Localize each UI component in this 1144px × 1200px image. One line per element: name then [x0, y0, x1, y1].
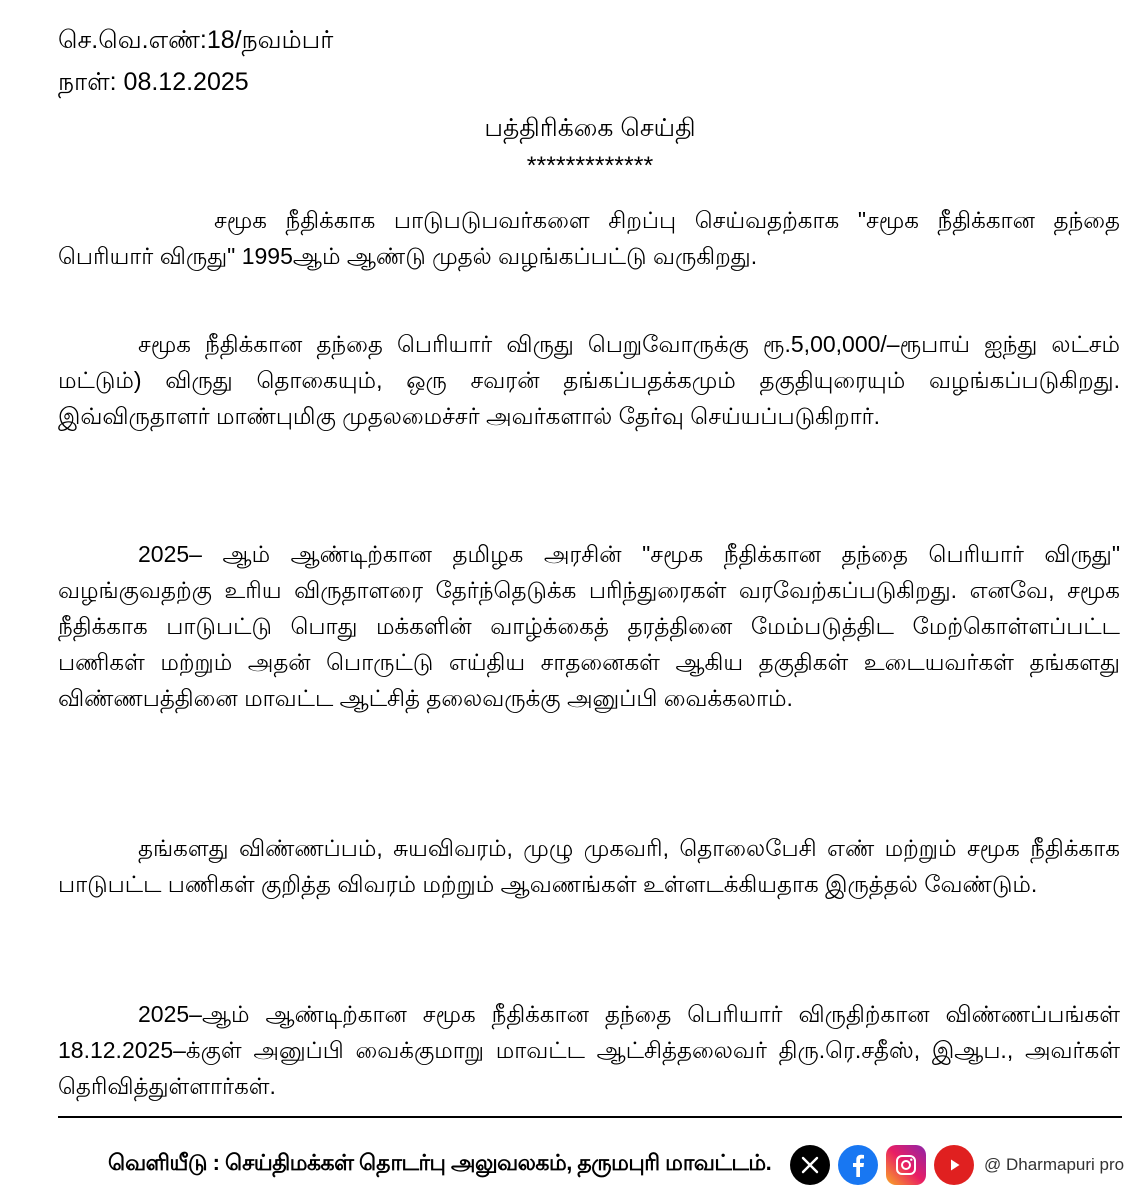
paragraph-5: 2025–ஆம் ஆண்டிற்கான சமூக நீதிக்கான தந்தை பெரியார் விருதிற்கான விண்ணப்பங்கள் 18.12.2025–க்குள் அனுப்பி வைக்குமாறு மாவட்ட ஆட்சித்தலைவர் திரு.ரெ.சதீஸ், இஆப., அவர்கள் தெரிவித்துள்ளார்கள். — [58, 1001, 1120, 1099]
social-bar — [790, 1145, 1124, 1185]
instagram-icon[interactable] — [886, 1145, 926, 1185]
youtube-icon[interactable] — [934, 1145, 974, 1185]
date: நாள்: 08.12.2025 — [58, 68, 249, 96]
paragraph-4: தங்களது விண்ணப்பம், சுயவிவரம், முழு முகவரி, தொலைபேசி எண் மற்றும் சமூக நீதிக்காக பாடுபட்ட பணிகள் குறித்த விவரம் மற்றும் ஆவணங்கள் உள்ளடக்கியதாக இருத்தல் வேண்டும். — [58, 835, 1120, 897]
footer-divider — [58, 1116, 1122, 1118]
reference-number: செ.வெ.எண்:18/நவம்பர் — [58, 26, 334, 54]
paragraph-2: சமூக நீதிக்கான தந்தை பெரியார் விருது பெறுவோருக்கு ரூ.5,00,000/–ரூபாய் ஐந்து லட்சம் மட்டும்) விருது தொகையும், ஒரு சவரன் தங்கப்பதக்கமும் தகுதியுரையும் வழங்கப்படுகிறது. இவ்விருதாளர் மாண்புமிகு முதலமைச்சர் அவர்களால் தேர்வு செய்யப்படுகிறார். — [58, 331, 1120, 429]
paragraph-3: 2025– ஆம் ஆண்டிற்கான தமிழக அரசின் "சமூக நீதிக்கான தந்தை பெரியார் விருது" வழங்குவதற்கு உரிய விருதாளரை தேர்ந்தெடுக்க பரிந்துரைகள் வரவேற்கப்படுகிறது. எனவே, சமூக நீதிக்காக பாடுபட்டு பொது மக்களின் வாழ்க்கைத் தரத்தினை மேம்படுத்திட மேற்கொள்ளப்பட்ட பணிகள் மற்றும் அதன் பொருட்டு எய்திய சாதனைகள் ஆகிய தகுதிகள் உடையவர்கள் தங்களது விண்ணபத்தினை மாவட்ட ஆட்சித் தலைவருக்கு அனுப்பி வைக்கலாம். — [58, 541, 1120, 711]
x-icon[interactable] — [790, 1145, 830, 1185]
page-title: பத்திரிக்கை செய்தி — [484, 114, 696, 142]
paragraph-1: சமூக நீதிக்காக பாடுபடுபவர்களை சிறப்பு செய்வதற்காக "சமூக நீதிக்கான தந்தை பெரியார் விருது" 1995ஆம் ஆண்டு முதல் வழங்கப்பட்டு வருகிறது. — [58, 207, 1120, 269]
social-handle: @ Dharmapuri pro — [984, 1155, 1125, 1174]
release-credit: வெளியீடு : செய்திமக்கள் தொடர்பு அலுவலகம், தருமபுரி மாவட்டம். — [108, 1150, 772, 1175]
facebook-icon[interactable] — [838, 1145, 878, 1185]
title-stars: ************* — [526, 152, 654, 180]
